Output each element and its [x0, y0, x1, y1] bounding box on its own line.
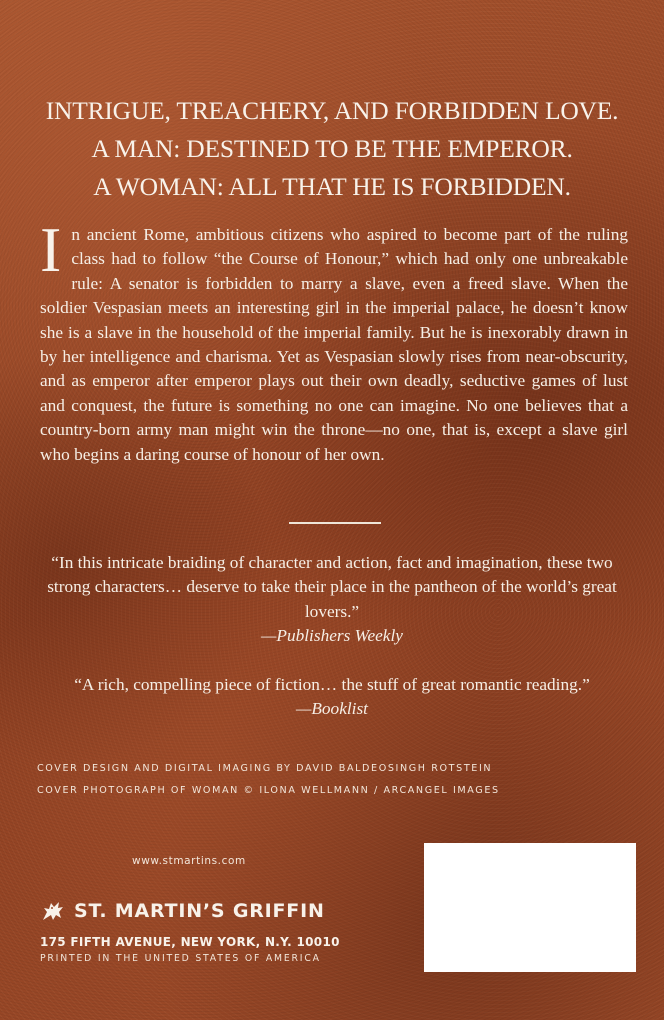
publisher-url: www.stmartins.com	[132, 855, 246, 867]
review-quote-2	[30, 673, 634, 722]
photo-credit: COVER PHOTOGRAPH OF WOMAN © ILONA WELLMANN / ARCANGEL IMAGES	[37, 785, 500, 796]
headline-line-1: INTRIGUE, TREACHERY, AND FORBIDDEN LOVE.	[45, 96, 619, 125]
review-quote-1	[30, 551, 634, 649]
headline-line-2: A MAN: DESTINED TO BE THE EMPEROR.	[91, 134, 573, 163]
review-quote-text: “A rich, compelling piece of fiction… the stuff of great romantic reading.”	[74, 675, 590, 694]
review-quote-text: “In this intricate braiding of character and action, fact and imagination, these two strong characters… deserve to take their place in the pantheon of the world’s great lovers.”	[47, 553, 617, 621]
review-quote-attribution: —Booklist	[295, 699, 368, 719]
publisher-block	[40, 898, 325, 924]
headline	[0, 92, 664, 206]
cover-credits	[37, 758, 637, 802]
design-credit: COVER DESIGN AND DIGITAL IMAGING BY DAVID BALDEOSINGH ROTSTEIN	[37, 763, 493, 774]
drop-cap: I	[40, 214, 62, 285]
publisher-address: 175 FIFTH AVENUE, NEW YORK, N.Y. 10010	[40, 935, 340, 949]
barcode-box	[424, 843, 636, 972]
headline-line-3: A WOMAN: ALL THAT HE IS FORBIDDEN.	[93, 172, 571, 201]
synopsis-paragraph	[40, 214, 628, 467]
publisher-name: ST. MARTIN’S GRIFFIN	[74, 900, 325, 922]
printed-in: PRINTED IN THE UNITED STATES OF AMERICA	[40, 953, 321, 964]
review-quote-attribution: —Publishers Weekly	[261, 626, 403, 646]
divider-rule	[289, 522, 381, 524]
griffin-icon	[40, 898, 66, 924]
synopsis-text: n ancient Rome, ambitious citizens who aspired to become part of the ruling class had to follow “the Course of Honour,” which had only one unbreakable rule: A senator is forbidden to marry a slave, even a freed slave. When the soldier Vespasian meets an interesting girl in the imperial palace, he doesn’t know she is a slave in the household of the imperial family. But he is inexorably drawn in by her intelligence and charisma. Yet as Vespasian slowly rises from near-obscurity, and as emperor after emperor plays out their own deadly, seductive games of lust and conquest, the future is something no one can imagine. No one believes that a country-born army man might win the throne—no one, that is, except a slave girl who begins a daring course of honour of her own.	[40, 225, 628, 464]
